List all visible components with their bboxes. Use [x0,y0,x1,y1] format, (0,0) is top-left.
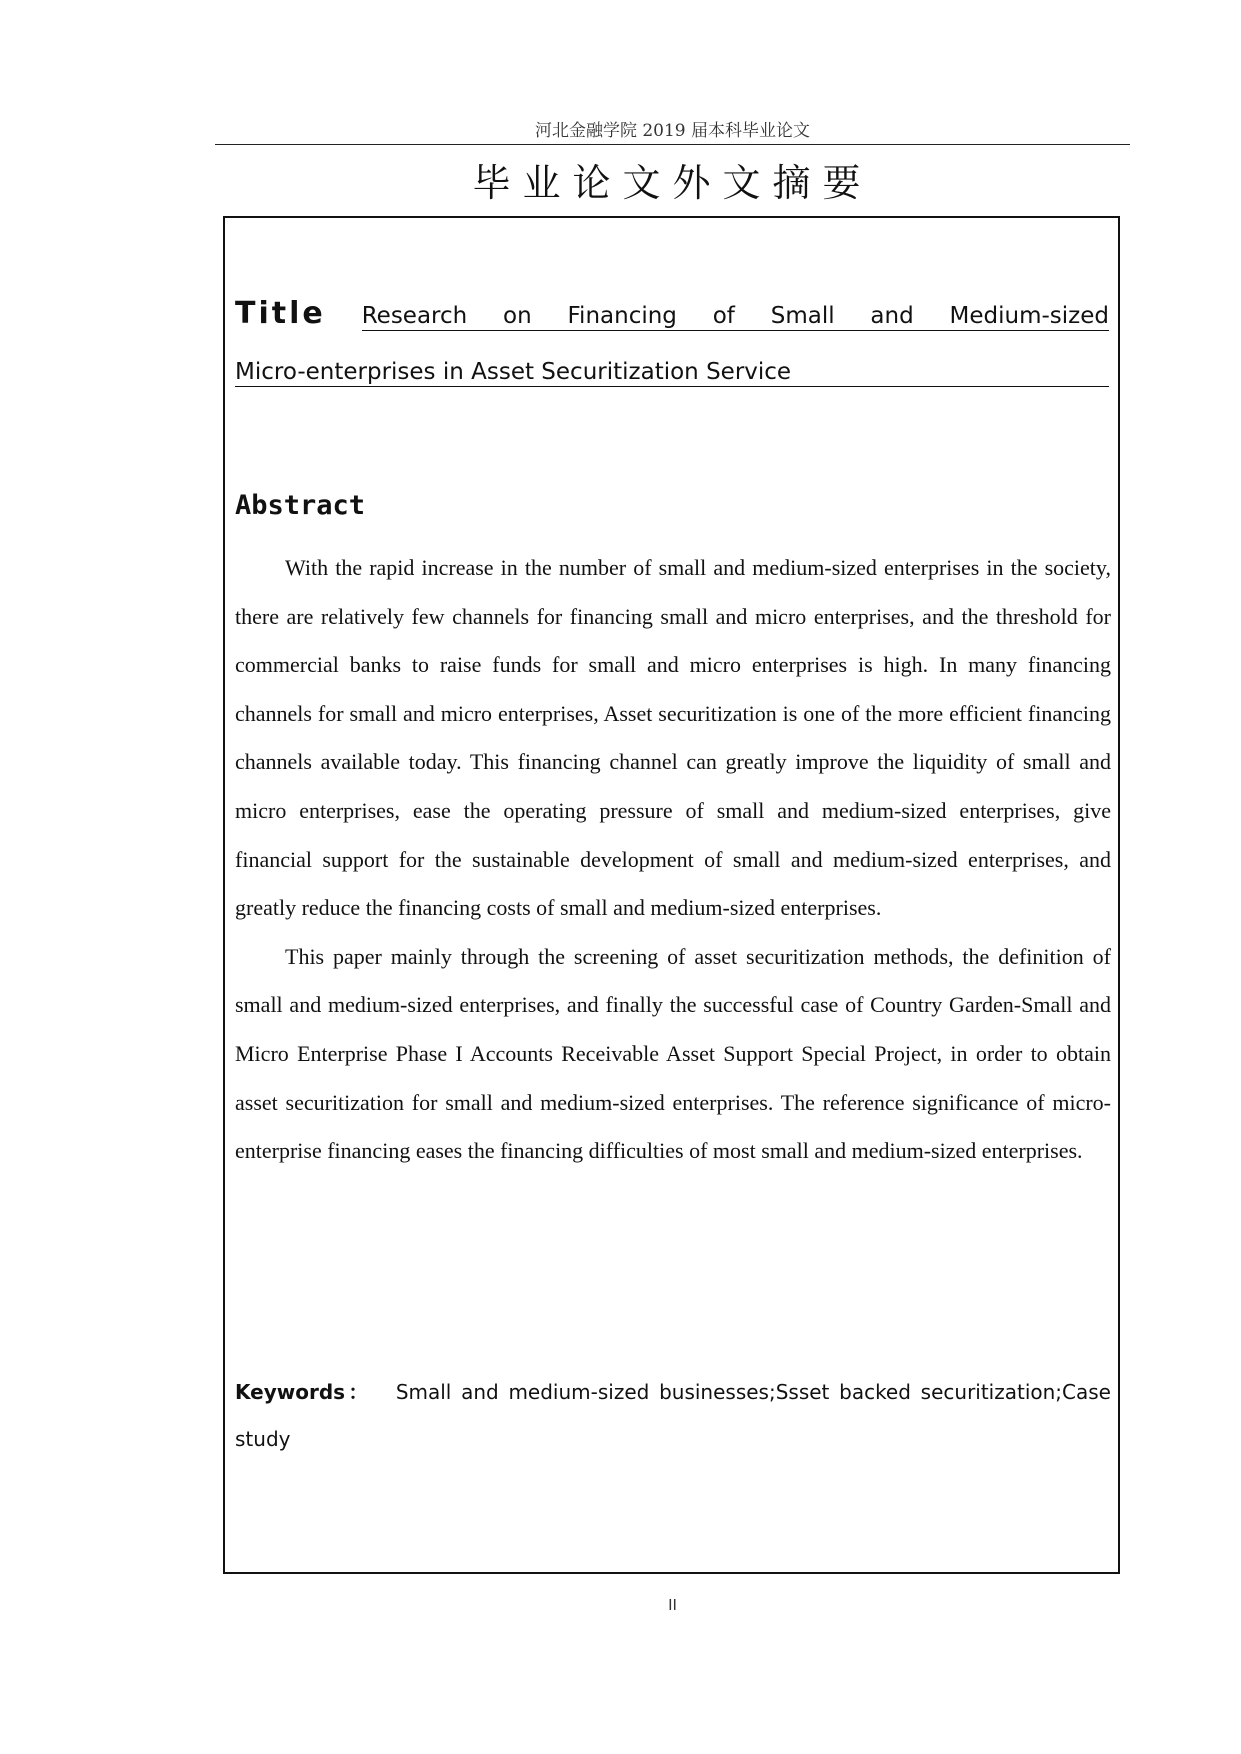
title-line-1 [235,296,1109,358]
title-word: and [870,303,914,329]
title-word: of [712,303,735,329]
abstract-heading: Abstract [235,490,366,521]
keywords-label: Keywords： [235,1380,372,1404]
title-line-2: Micro-enterprises in Asset Securitization Service [235,358,1109,387]
title-word: Financing [567,303,677,329]
abstract-paragraph-2: This paper mainly through the screening of asset securitization methods, the definition of small and medium-sized enterprises, and finally the successful case of Country Garden-Small and Micro Enterprise Phase I Accounts Receivable Asset Support Special Project, in order to obtain asset securitization for small and medium-sized enterprises. The reference significance of micro-enterprise financing eases the financing difficulties of most small and medium-sized enterprises. [235,943,1111,1164]
title-word: Research [361,303,468,329]
keywords-text: Small and medium-sized businesses;Ssset backed securitization;Case study [235,1380,1111,1451]
header-rule [215,144,1130,145]
title-word: Small [770,303,835,329]
running-header: 河北金融学院 2019 届本科毕业论文 [534,121,811,141]
page-number: II [668,1596,677,1614]
title-block [235,296,1109,387]
title-words [362,302,1109,331]
title-word: on [503,303,532,329]
keywords [235,1369,1111,1463]
title-label: Title [235,296,326,331]
abstract-box [223,216,1120,1574]
abstract-body [235,544,1111,1176]
abstract-paragraph-1: With the rapid increase in the number of small and medium-sized enterprises in the society, there are relatively few channels for financing small and micro enterprises, and the threshold for commercial banks to raise funds for small and micro enterprises is high. In many financing channels for small and micro enterprises, Asset securitization is one of the more efficient financing channels available today. This financing channel can greatly improve the liquidity of small and micro enterprises, ease the operating pressure of small and medium-sized enterprises, give financial support for the sustainable development of small and medium-sized enterprises, and greatly reduce the financing costs of small and medium-sized enterprises. [235,555,1111,921]
title-word: Medium-sized [949,303,1109,329]
page-heading: 毕业论文外文摘要 [472,161,873,205]
